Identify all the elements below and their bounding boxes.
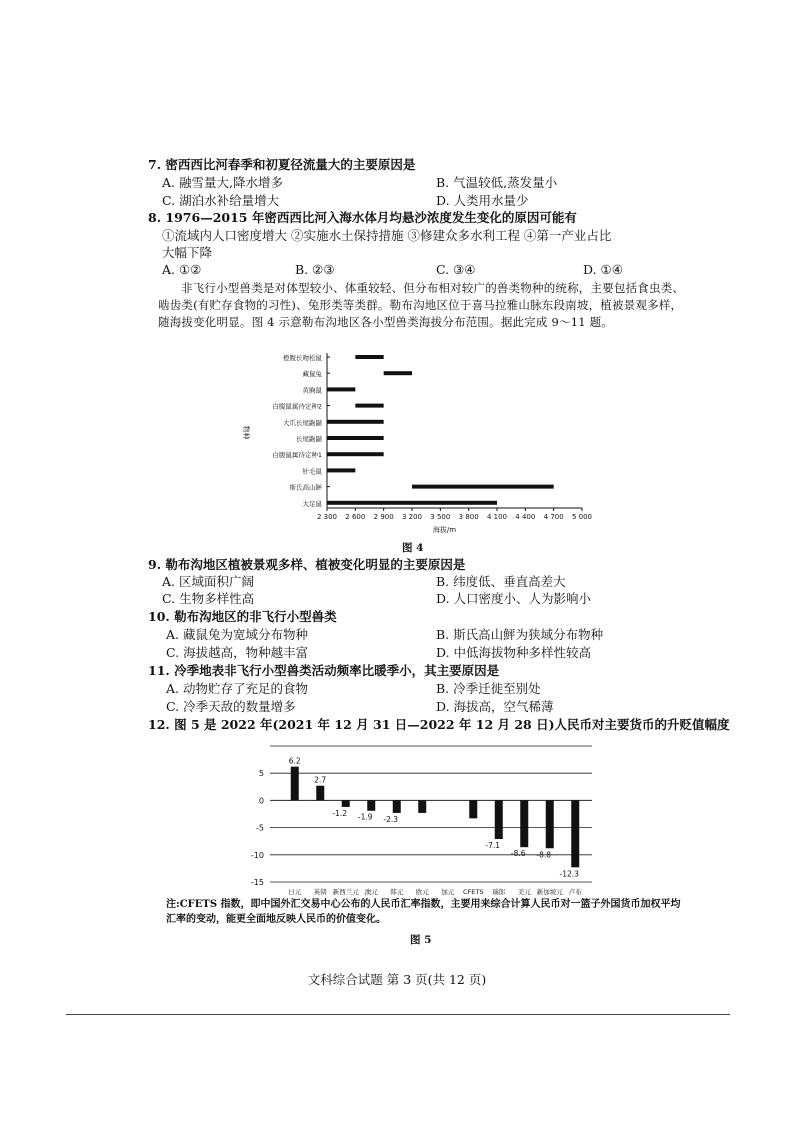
q7-option-d: D. 人类用水量少 [436, 193, 529, 208]
fig4-x-tick-label: 2 300 [316, 513, 338, 521]
fig5-y-tick-label: -15 [250, 878, 264, 887]
q8-option-b: B. ②③ [295, 262, 335, 277]
fig5-bar [546, 800, 554, 848]
fig5-category-label: 美元 [517, 888, 531, 896]
fig4-species-label: 白腹鼠属待定种1 [272, 451, 322, 460]
fig5-bar [520, 800, 528, 847]
q7-option-a: A. 融雪量大,降水增多 [162, 175, 283, 190]
fig5-data-label: -8.6 [510, 849, 526, 859]
fig5-category-label: 韩元 [390, 888, 404, 896]
fig5-category-label: 卢布 [568, 888, 582, 896]
q8-option-c: C. ③④ [436, 262, 476, 277]
q8-items: ①流域内人口密度增大 ②实施水土保持措施 ③修建众多水利工程 ④第一产业占比 [162, 228, 612, 243]
q8-option-d: D. ①④ [583, 262, 623, 277]
fig5-data-label: -12.3 [559, 869, 579, 879]
q10-option-a: A. 藏鼠兔为宽域分布物种 [166, 627, 308, 642]
fig5-data-label: -1.9 [357, 812, 373, 822]
fig4-range-bar [327, 436, 384, 440]
fig5-y-tick-label: 0 [258, 796, 264, 806]
q7-option-b: B. 气温较低,蒸发量小 [436, 175, 558, 190]
fig4-range-bar [384, 371, 412, 375]
fig4-range-bar [327, 501, 497, 505]
figure-5-caption: 图 5 [410, 934, 432, 946]
fig5-y-tick-label: -5 [256, 823, 264, 833]
fig4-range-bar [327, 387, 355, 391]
q7-option-c: C. 湖泊水补给量增大 [162, 193, 280, 208]
question-10-stem: 10. 勒布沟地区的非飞行小型兽类 [148, 609, 337, 624]
fig5-data-label: 2.7 [314, 775, 327, 785]
fig5-data-label: -2.3 [383, 814, 399, 824]
fig5-category-label: 瑞郎 [492, 888, 506, 896]
figure-5-note: 注:CFETS 指数，即中国外汇交易中心公布的人民币汇率指数，主要用来综合计算人民币对一篮子外国货币加权平均汇率的变动，能更全面地反映人民币的价值变化。 [166, 899, 681, 925]
passage-text: 非飞行小型兽类是对体型较小、体重较轻、但分布相对较广的兽类物种的统称，主要包括食虫类、啮齿类(有贮存食物的习性)、兔形类等类群。勒布沟地区位于喜马拉雅山脉东段南坡，植被景观多样，随海拔变化明显。图 4 示意勒布沟地区各小型兽类海拔分布范围。据此完成 9～11 题。 [158, 281, 685, 329]
fig5-category-label: 新加坡元 [536, 888, 563, 896]
q9-option-b: B. 纬度低、垂直高差大 [436, 574, 566, 589]
question-12-stem: 12. 图 5 是 2022 年(2021 年 12 月 31 日—2022 年 12 月 28 日)人民币对主要货币的升贬值幅度 [148, 717, 730, 732]
fig5-category-label: 日元 [288, 888, 302, 896]
fig5-category-label: CFETS [463, 888, 484, 896]
fig5-bar [291, 767, 299, 801]
question-11-stem: 11. 冷季地表非飞行小型兽类活动频率比暖季小，其主要原因是 [148, 663, 500, 678]
fig4-range-bar [355, 355, 383, 359]
fig4-species-label: 橙腹长吻松鼠 [283, 354, 322, 362]
fig5-category-label: 欧元 [415, 888, 429, 896]
fig4-species-label: 藏鼠兔 [302, 370, 322, 379]
fig5-data-label: -7.1 [485, 841, 501, 851]
fig4-x-tick-label: 4 400 [515, 513, 536, 521]
fig4-y-label: 物种 [242, 425, 250, 440]
q11-option-d: D. 海拔高，空气稀薄 [436, 699, 554, 714]
fig5-bar [342, 800, 350, 807]
fig5-bar [393, 800, 401, 813]
fig4-range-bar [412, 485, 554, 489]
fig5-data-label: -8.8 [536, 850, 552, 860]
q9-option-c: C. 生物多样性高 [162, 591, 255, 606]
q10-option-b: B. 斯氏高山鮃为狭域分布物种 [436, 627, 604, 642]
fig4-species-label: 大足鼠 [302, 499, 322, 508]
fig4-x-tick-label: 3 500 [430, 513, 451, 521]
question-8-stem: 8. 1976—2015 年密西西比河入海水体月均悬沙浓度发生变化的原因可能有 [148, 210, 577, 225]
question-9-stem: 9. 勒布沟地区植被景观多样、植被变化明显的主要原因是 [148, 557, 466, 572]
q9-option-d: D. 人口密度小、人为影响小 [436, 591, 592, 606]
question-7-stem: 7. 密西西比河春季和初夏径流量大的主要原因是 [148, 157, 416, 172]
fig5-data-label: 6.2 [288, 756, 301, 766]
fig4-x-tick-label: 5 000 [571, 513, 593, 521]
fig5-bar [418, 800, 426, 813]
fig4-range-bar [327, 420, 384, 424]
fig5-category-label: 英镑 [313, 888, 327, 896]
figure-4-range-chart [230, 345, 600, 545]
q11-option-a: A. 动物贮存了充足的食物 [166, 681, 308, 696]
fig5-data-label: -1.2 [332, 808, 348, 818]
q11-option-b: B. 冷季迁徙至别处 [436, 681, 541, 696]
page-footer: 文科综合试题 第 3 页(共 12 页) [307, 972, 487, 987]
fig4-range-bar [355, 404, 383, 408]
fig4-species-label: 针毛鼠 [302, 467, 322, 476]
q10-option-d: D. 中低海拔物种多样性较高 [436, 645, 592, 660]
q8-items-cont: 大幅下降 [162, 245, 213, 260]
fig4-species-label: 大爪长尾鼩鼱 [283, 418, 322, 427]
fig4-species-label: 长尾鼩鼱 [296, 435, 322, 443]
fig4-species-label: 斯氏高山鮃 [289, 483, 322, 492]
q10-option-c: C. 海拔越高，物种越丰富 [166, 645, 309, 660]
fig5-y-tick-label: -10 [250, 850, 264, 860]
fig5-category-label: 加元 [441, 888, 455, 896]
fig5-bar [316, 786, 324, 801]
fig5-y-tick-label: 5 [258, 769, 264, 779]
page-rule [66, 1014, 730, 1015]
fig4-species-label: 白腹鼠属待定种2 [272, 402, 322, 411]
fig5-category-label: 澳元 [364, 888, 378, 896]
fig4-x-tick-label: 2 900 [373, 513, 394, 521]
figure-5-bar-chart [222, 738, 622, 896]
q9-option-a: A. 区域面积广阔 [162, 574, 254, 589]
fig4-x-tick-label: 3 200 [401, 513, 423, 521]
q8-option-a: A. ①② [162, 262, 202, 277]
fig5-category-label: 新西兰元 [332, 888, 359, 896]
fig4-x-tick-label: 4 700 [543, 513, 564, 521]
fig4-range-bar [327, 468, 355, 472]
fig5-bar [495, 800, 503, 839]
fig4-species-label: 黄胸鼠 [302, 386, 322, 395]
fig4-x-label: 海拔/m [432, 526, 457, 534]
fig4-x-tick-label: 2 600 [345, 513, 366, 521]
fig5-bar [469, 800, 477, 818]
figure-4-caption: 图 4 [402, 542, 424, 554]
fig4-x-tick-label: 3 800 [458, 513, 479, 521]
fig5-bar [367, 800, 375, 810]
fig4-x-tick-label: 4 100 [486, 513, 508, 521]
fig5-bar [571, 800, 579, 867]
fig4-range-bar [327, 452, 384, 456]
q11-option-c: C. 冷季天敌的数量增多 [166, 699, 296, 714]
